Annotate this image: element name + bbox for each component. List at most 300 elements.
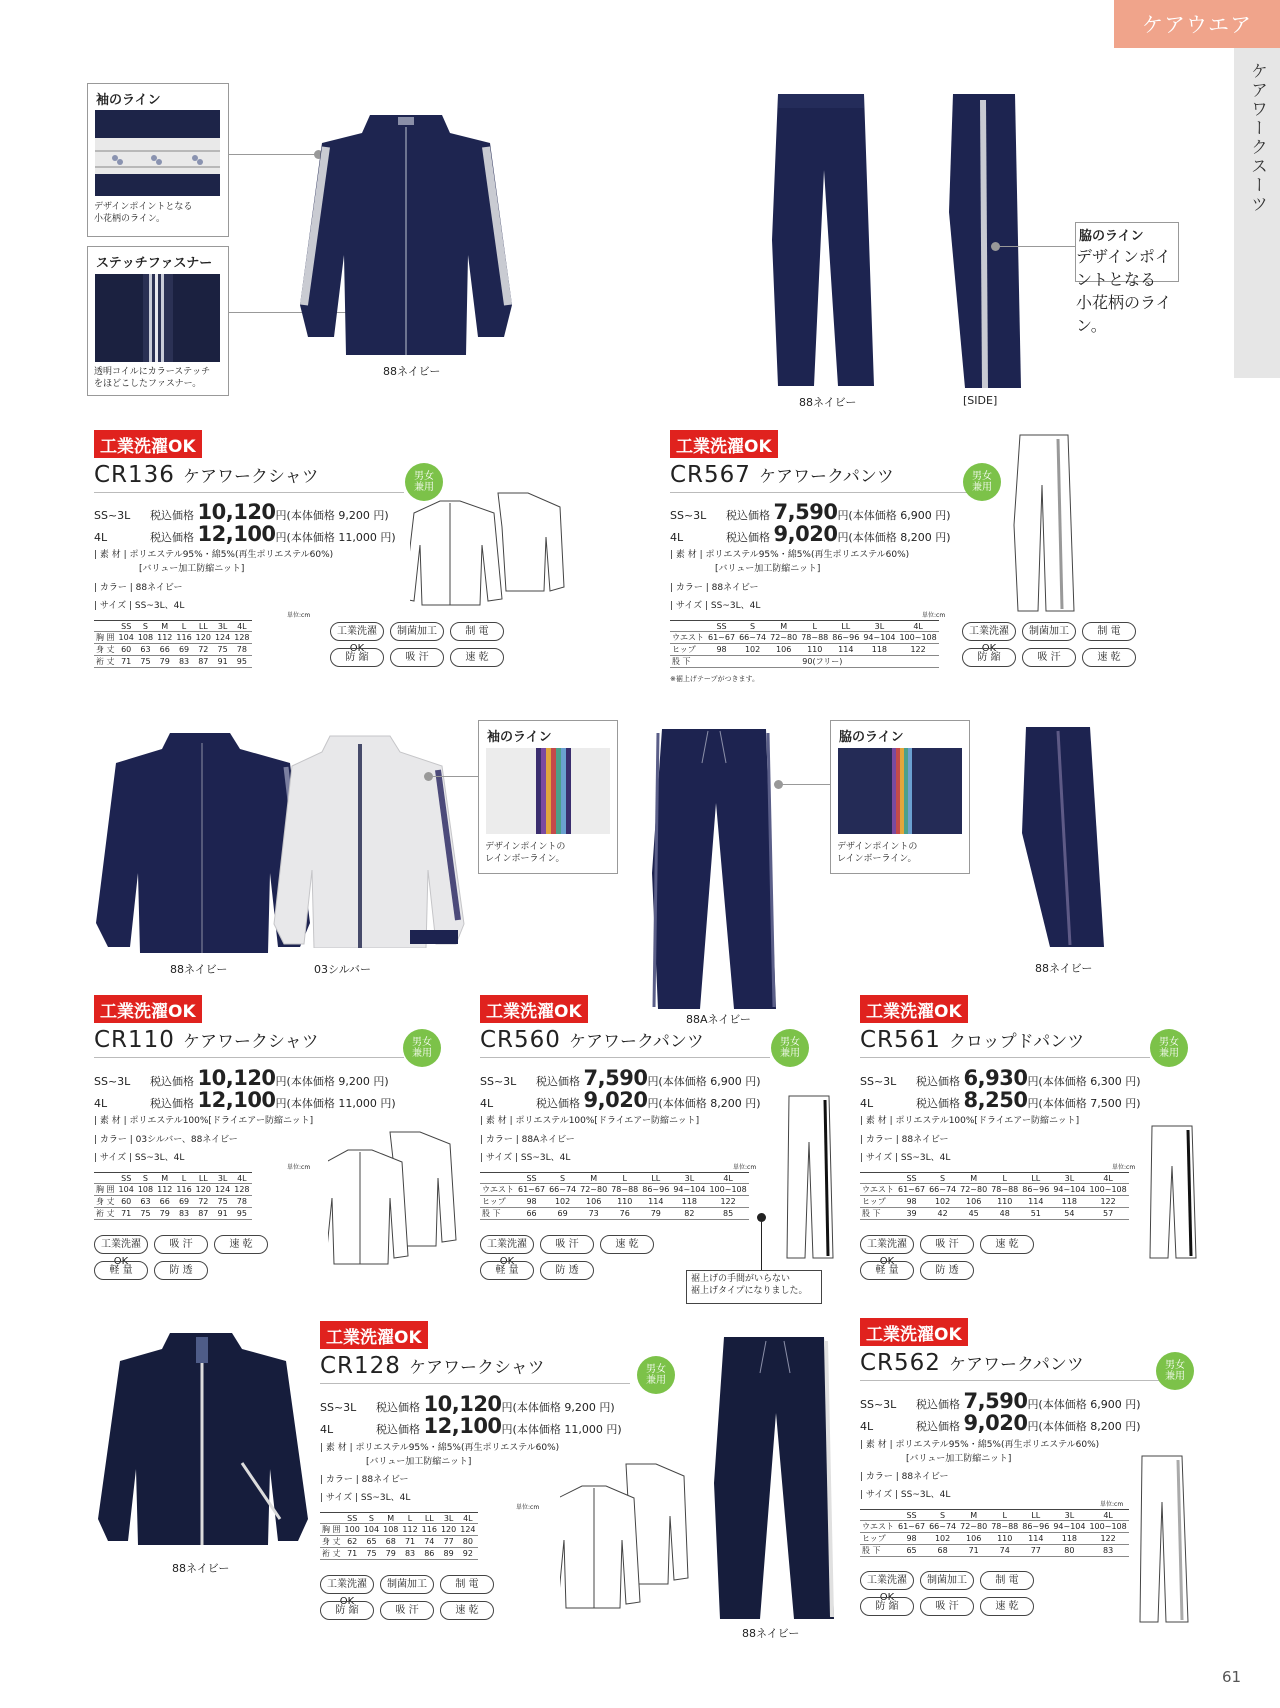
wash-badge: 工業洗濯OK (670, 430, 778, 458)
table-cell: 79 (640, 1208, 671, 1220)
table-cell: 77 (439, 1536, 458, 1548)
size: | サイズ | SS~3L、4L (480, 1153, 571, 1163)
table-cell: ヒップ (670, 644, 706, 656)
unit: 単位:cm (516, 1504, 540, 1511)
table-cell: M (958, 1510, 989, 1521)
table-cell: 身 丈 (96, 1197, 115, 1206)
table-cell: 116 (176, 1185, 192, 1194)
table-cell: 104 (118, 1185, 134, 1194)
table-cell (860, 1510, 896, 1521)
table-cell: 122 (1087, 1533, 1128, 1545)
feature-tag: 速 乾 (214, 1235, 268, 1254)
table-cell: 胸 囲 (96, 1185, 115, 1194)
table-cell: 128 (234, 1185, 250, 1194)
feature-tag: 防 透 (540, 1261, 594, 1280)
table-cell: 114 (830, 644, 861, 656)
table-cell: M (768, 621, 799, 632)
table-cell: 91 (213, 1208, 232, 1220)
feature-tag: 工業洗濯OK (330, 622, 384, 641)
price-line: SS~3L 税込価格 7,590円(本体価格 6,900 円) (480, 1066, 761, 1090)
table-cell: 94~104 (863, 633, 896, 642)
table-cell: 86~96 (1022, 1185, 1050, 1194)
table-cell: LL (420, 1513, 439, 1524)
material: | 素 材 | ポリエステル100%[ドライエアー防縮ニット] (480, 1116, 700, 1126)
table-cell (320, 1513, 343, 1524)
table-cell: 57 (1087, 1208, 1128, 1220)
table-cell: 122 (707, 1196, 748, 1208)
feature-tag: 制菌加工 (920, 1571, 974, 1590)
table-cell: S (136, 621, 155, 632)
size: | サイズ | SS~3L、4L (860, 1153, 951, 1163)
table-cell: 82 (671, 1208, 707, 1220)
material: | 素 材 | ポリエステル95%・綿5%(再生ポリエステル60%) (860, 1440, 1100, 1450)
table-row (94, 621, 252, 632)
table-cell: 71 (117, 1208, 136, 1220)
table-cell: 股 下 (860, 1545, 896, 1557)
material: | 素 材 | ポリエステル95%・綿5%(再生ポリエステル60%) (94, 550, 334, 560)
table-cell: 100~108 (899, 633, 937, 642)
table-cell: 4L (232, 1173, 251, 1184)
material: | 素 材 | ポリエステル100%[ドライエアー防縮ニット] (94, 1116, 314, 1126)
table-cell: SS (117, 1173, 136, 1184)
feature-tag: 吸 汗 (390, 648, 444, 667)
table-cell: 110 (609, 1196, 640, 1208)
table-cell: 3L (861, 621, 897, 632)
table-cell: 100~108 (1089, 1185, 1127, 1194)
caption: 88ネイビー (1035, 962, 1093, 975)
unit: 単位:cm (1112, 1164, 1136, 1171)
table-cell: 4L (232, 621, 251, 632)
wash-badge: 工業洗濯OK (480, 995, 588, 1023)
table-cell: 94~104 (673, 1185, 706, 1194)
table-cell: 72~80 (960, 1522, 988, 1531)
table-cell: 112 (157, 1185, 173, 1194)
table-cell: 110 (989, 1533, 1020, 1545)
table-cell: 86~96 (832, 633, 860, 642)
table-cell: 胸 囲 (96, 633, 115, 642)
table-cell (480, 1173, 516, 1184)
cr567-pants-side-photo (945, 92, 1025, 390)
table-row (860, 1184, 1129, 1196)
table-row (480, 1196, 749, 1208)
feature-tag: 吸 汗 (920, 1235, 974, 1254)
table-cell: 68 (381, 1536, 400, 1548)
table-cell: 83 (400, 1548, 419, 1560)
table-cell: 79 (155, 1208, 174, 1220)
price-line: 4L 税込価格 12,100円(本体価格 11,000 円) (94, 522, 396, 546)
table-cell: 73 (578, 1208, 609, 1220)
price-line: SS~3L 税込価格 10,120円(本体価格 9,200 円) (94, 500, 389, 524)
rainbow-sleeve-image (486, 748, 610, 834)
material-note: [バリュー加工防縮ニット] (139, 564, 245, 574)
table-cell: 110 (799, 644, 830, 656)
table-row (320, 1548, 478, 1560)
table-cell: 60 (117, 1196, 136, 1208)
product-title: CR110 ケアワークシャツ (94, 1027, 319, 1053)
color: | カラー | 88ネイビー (94, 583, 183, 593)
table-cell: 86~96 (1022, 1522, 1050, 1531)
table-cell: 78 (232, 1196, 251, 1208)
table-cell: 71 (958, 1545, 989, 1557)
product-title: CR562 ケアワークパンツ (860, 1350, 1084, 1376)
table-cell: SS (896, 1510, 927, 1521)
zipper-image (95, 274, 220, 362)
table-cell: 4L (897, 621, 938, 632)
table-cell: SS (896, 1173, 927, 1184)
detail-box-rainbow-sleeve: 袖のライン デザインポイントの レインボーライン。 (478, 720, 618, 874)
table-cell: LL (1020, 1510, 1051, 1521)
table-cell: ヒップ (860, 1533, 896, 1545)
cr561-line-drawing (1148, 1122, 1198, 1262)
feature-tag: 防 縮 (860, 1597, 914, 1616)
table-cell: 98 (896, 1533, 927, 1545)
table-cell: S (927, 1510, 958, 1521)
table-cell: L (609, 1173, 640, 1184)
table-row (94, 1173, 252, 1184)
feature-tag: 制菌加工 (1022, 622, 1076, 641)
table-cell: 104 (118, 633, 134, 642)
table-cell: 75 (136, 656, 155, 668)
feature-tag: 軽 量 (860, 1261, 914, 1280)
feature-tag: 速 乾 (1082, 648, 1136, 667)
size-table-grid (94, 620, 252, 668)
table-row (94, 656, 252, 668)
caption: 88ネイビー (383, 365, 441, 378)
table-cell: S (547, 1173, 578, 1184)
price-line: 4L 税込価格 12,100円(本体価格 11,000 円) (94, 1088, 396, 1112)
feature-tag: 防 透 (920, 1261, 974, 1280)
size-table-grid (94, 1172, 252, 1220)
table-cell: 112 (157, 633, 173, 642)
table-row (94, 1196, 252, 1208)
table-row (320, 1513, 478, 1524)
sleeve-line-image (95, 110, 220, 196)
table-cell (670, 621, 706, 632)
table-cell: 69 (174, 1196, 193, 1208)
cr560-line-drawing (785, 1092, 835, 1262)
detail-box-stitch-zipper: ステッチファスナー 透明コイルにカラーステッチ をほどこしたファスナー。 (87, 246, 229, 396)
table-cell: ウエスト (482, 1185, 514, 1194)
table-cell: 94~104 (1053, 1522, 1086, 1531)
size-table-grid (320, 1512, 478, 1560)
product-title: CR128 ケアワークシャツ (320, 1353, 545, 1379)
table-cell: 3L (1051, 1173, 1087, 1184)
table-cell: 86 (420, 1548, 439, 1560)
table-cell: 122 (897, 644, 938, 656)
price-line: SS~3L 税込価格 10,120円(本体価格 9,200 円) (320, 1392, 615, 1416)
feature-tag: 吸 汗 (920, 1597, 974, 1616)
table-cell: 66 (516, 1208, 547, 1220)
table-cell: 裄 丈 (96, 1209, 115, 1218)
table-cell: 42 (927, 1208, 958, 1220)
table-cell: 60 (117, 644, 136, 656)
table-cell: 75 (213, 644, 232, 656)
table-cell: 3L (213, 621, 232, 632)
table-cell: 106 (578, 1196, 609, 1208)
feature-tag: 制 電 (450, 622, 504, 641)
feature-tag: 工業洗濯OK (860, 1571, 914, 1590)
feature-tag: 工業洗濯OK (480, 1235, 534, 1254)
unisex-badge: 男女 兼用 (1150, 1029, 1188, 1067)
table-cell: 118 (1051, 1196, 1087, 1208)
price-line: SS~3L 税込価格 6,930円(本体価格 6,300 円) (860, 1066, 1141, 1090)
table-cell: 108 (383, 1525, 399, 1534)
feature-tag: 防 縮 (330, 648, 384, 667)
page-number: 61 (1222, 1668, 1242, 1686)
size: | サイズ | SS~3L、4L (94, 1153, 185, 1163)
table-cell: 118 (1051, 1533, 1087, 1545)
category-tab: ケアウエア (1114, 0, 1280, 48)
note: ※裾上げテープがつきます。 (670, 675, 759, 683)
table-cell: 身 丈 (322, 1537, 341, 1546)
table-cell: M (155, 621, 174, 632)
table-cell: 78~88 (801, 633, 829, 642)
price-line: 4L 税込価格 9,020円(本体価格 8,200 円) (480, 1088, 761, 1112)
table-cell: 95 (232, 656, 251, 668)
feature-tag: 速 乾 (600, 1235, 654, 1254)
feature-tag: 工業洗濯OK (860, 1235, 914, 1254)
table-cell: 71 (400, 1536, 419, 1548)
feature-tag: 防 縮 (962, 648, 1016, 667)
cr136-line-drawing (410, 487, 566, 607)
unit: 単位:cm (922, 612, 946, 619)
unit: 単位:cm (733, 1164, 757, 1171)
unisex-badge: 男女 兼用 (405, 463, 443, 501)
table-row (94, 1208, 252, 1220)
wash-badge: 工業洗濯OK (860, 1318, 968, 1346)
table-cell: 86~96 (642, 1185, 670, 1194)
table-cell: SS (343, 1513, 362, 1524)
caption: 88ネイビー (172, 1562, 230, 1575)
feature-tag: 吸 汗 (1022, 648, 1076, 667)
table-row (860, 1521, 1129, 1533)
table-cell: 118 (671, 1196, 707, 1208)
material-note: [バリュー加工防縮ニット] (366, 1457, 472, 1467)
wash-badge: 工業洗濯OK (94, 995, 202, 1023)
table-cell: SS (706, 621, 737, 632)
table-cell: 72 (194, 644, 213, 656)
table-cell: 120 (195, 1185, 211, 1194)
table-row (480, 1184, 749, 1196)
table-cell: 124 (214, 1185, 231, 1194)
size-table (480, 1172, 749, 1220)
size-table (320, 1512, 478, 1560)
size-table-grid (860, 1509, 1129, 1557)
table-cell: 48 (989, 1208, 1020, 1220)
table-row (480, 1208, 749, 1220)
unit: 単位:cm (287, 1164, 311, 1171)
caption: 88ネイビー (742, 1627, 800, 1640)
table-cell: 91 (213, 656, 232, 668)
table-cell: 98 (516, 1196, 547, 1208)
table-cell: ウエスト (862, 1522, 894, 1531)
table-cell: 裄 丈 (322, 1549, 341, 1558)
table-cell: 62 (343, 1536, 362, 1548)
product-title: CR560 ケアワークパンツ (480, 1027, 704, 1053)
size: | サイズ | SS~3L、4L (320, 1493, 411, 1503)
cr562-pants-photo (710, 1333, 840, 1623)
size-table (860, 1172, 1129, 1220)
color: | カラー | 88ネイビー (860, 1135, 949, 1145)
table-cell: 78~88 (991, 1185, 1019, 1194)
table-cell: 124 (214, 633, 231, 642)
table-cell: LL (830, 621, 861, 632)
table-cell: 71 (117, 656, 136, 668)
table-cell: 69 (174, 644, 193, 656)
table-cell: 128 (234, 633, 250, 642)
wash-badge: 工業洗濯OK (94, 430, 202, 458)
table-cell: 100 (344, 1525, 360, 1534)
table-cell: 102 (927, 1533, 958, 1545)
rainbow-side-image (838, 748, 962, 834)
table-cell: 100~108 (1089, 1522, 1127, 1531)
table-cell: 110 (989, 1196, 1020, 1208)
detail-box-rainbow-side: 脇のライン デザインポイントの レインボーライン。 (830, 720, 970, 874)
table-cell (94, 621, 117, 632)
material-note: [バリュー加工防縮ニット] (715, 564, 821, 574)
feature-tag: 防 透 (154, 1261, 208, 1280)
table-cell: 120 (440, 1525, 457, 1534)
table-cell: 102 (927, 1196, 958, 1208)
table-cell: 108 (137, 1185, 154, 1194)
table-cell: 98 (706, 644, 737, 656)
product-title: CR567 ケアワークパンツ (670, 462, 894, 488)
cr567-pants-front-photo (768, 90, 878, 390)
table-cell: 61~67 (518, 1185, 546, 1194)
table-cell: 61~67 (708, 633, 736, 642)
table-cell: 78~88 (611, 1185, 639, 1194)
table-cell: 61~67 (898, 1185, 926, 1194)
feature-tag: 速 乾 (980, 1235, 1034, 1254)
feature-tag: 制 電 (440, 1575, 494, 1594)
feature-tag: 制菌加工 (380, 1575, 434, 1594)
table-cell: ヒップ (480, 1196, 516, 1208)
table-cell: SS (117, 621, 136, 632)
table-cell: 3L (671, 1173, 707, 1184)
table-cell: 51 (1020, 1208, 1051, 1220)
table-row (860, 1173, 1129, 1184)
detail-box-side-line: 脇のライン デザインポイントとなる 小花柄のライン。 (1075, 222, 1179, 282)
table-cell: 118 (861, 644, 897, 656)
unit: 単位:cm (287, 612, 311, 619)
feature-tag: 速 乾 (440, 1601, 494, 1620)
table-cell: 122 (1087, 1196, 1128, 1208)
caption: 88ネイビー (170, 963, 228, 976)
table-cell: S (362, 1513, 381, 1524)
table-cell: 66 (155, 1196, 174, 1208)
table-row (860, 1196, 1129, 1208)
color: | カラー | 88Aネイビー (480, 1135, 575, 1145)
table-cell: 胸 囲 (322, 1525, 341, 1534)
feature-tag: 工業洗濯OK (320, 1575, 374, 1594)
unisex-badge: 男女 兼用 (403, 1029, 441, 1067)
table-cell: L (799, 621, 830, 632)
table-cell: 102 (737, 644, 768, 656)
size-table-grid (480, 1172, 749, 1220)
table-row (860, 1208, 1129, 1220)
table-cell: 61~67 (898, 1522, 926, 1531)
table-row (670, 632, 939, 644)
price-line: 4L 税込価格 9,020円(本体価格 8,200 円) (670, 522, 951, 546)
table-cell: 72~80 (960, 1185, 988, 1194)
table-cell: 75 (136, 1208, 155, 1220)
table-cell: 股 下 (480, 1208, 516, 1220)
table-cell: 4L (707, 1173, 748, 1184)
color: | カラー | 88ネイビー (320, 1475, 409, 1485)
table-cell: 124 (460, 1525, 476, 1534)
table-cell: 65 (362, 1536, 381, 1548)
feature-tag: 制 電 (1082, 622, 1136, 641)
table-cell: 112 (402, 1525, 418, 1534)
size: | サイズ | SS~3L、4L (860, 1490, 951, 1500)
material: | 素 材 | ポリエステル100%[ドライエアー防縮ニット] (860, 1116, 1080, 1126)
table-cell: L (989, 1510, 1020, 1521)
product-title: CR561 クロップドパンツ (860, 1027, 1085, 1053)
table-cell: 66~74 (549, 1185, 577, 1194)
table-cell: 74 (420, 1536, 439, 1548)
table-cell: 66~74 (739, 633, 767, 642)
table-cell: 63 (136, 644, 155, 656)
table-cell: 54 (1051, 1208, 1087, 1220)
table-cell: 116 (421, 1525, 437, 1534)
material: | 素 材 | ポリエステル95%・綿5%(再生ポリエステル60%) (320, 1443, 560, 1453)
size-table-grid (860, 1172, 1129, 1220)
cr128-line-drawing (560, 1460, 690, 1610)
cr136-jacket-photo (290, 105, 522, 355)
table-row (860, 1510, 1129, 1521)
table-cell: LL (194, 621, 213, 632)
table-cell: 102 (547, 1196, 578, 1208)
table-cell: M (155, 1173, 174, 1184)
table-cell: ウエスト (862, 1185, 894, 1194)
size-table (94, 620, 252, 668)
table-cell: LL (194, 1173, 213, 1184)
table-cell: 66 (155, 644, 174, 656)
table-row (94, 644, 252, 656)
feature-tag: 速 乾 (450, 648, 504, 667)
cr110-line-drawing (328, 1128, 458, 1266)
table-cell: 83 (1087, 1545, 1128, 1557)
table-cell: 79 (381, 1548, 400, 1560)
table-cell: SS (516, 1173, 547, 1184)
table-cell: 45 (958, 1208, 989, 1220)
table-cell: S (927, 1173, 958, 1184)
table-cell: 股 下 (670, 656, 706, 668)
table-cell: L (174, 1173, 193, 1184)
table-cell: 66~74 (929, 1185, 957, 1194)
table-cell: 114 (1020, 1196, 1051, 1208)
table-cell: 4L (1087, 1510, 1128, 1521)
table-cell (860, 1173, 896, 1184)
table-cell: LL (640, 1173, 671, 1184)
price-line: 4L 税込価格 8,250円(本体価格 7,500 円) (860, 1088, 1141, 1112)
caption: 88Aネイビー (686, 1013, 751, 1026)
unit: 単位:cm (1100, 1501, 1124, 1508)
unisex-badge: 男女 兼用 (963, 463, 1001, 501)
table-row (670, 621, 939, 632)
color: | カラー | 88ネイビー (670, 583, 759, 593)
table-row (670, 644, 939, 656)
table-cell: M (578, 1173, 609, 1184)
table-cell: ヒップ (860, 1196, 896, 1208)
table-cell: S (737, 621, 768, 632)
price-line: 4L 税込価格 12,100円(本体価格 11,000 円) (320, 1414, 622, 1438)
table-cell: 83 (174, 1208, 193, 1220)
table-cell: 75 (362, 1548, 381, 1560)
table-cell: 90(フリー) (706, 656, 939, 668)
table-cell: 114 (1020, 1533, 1051, 1545)
detail-box-sleeve-line: 袖のライン デザインポイントとなる 小花柄のライン。 (87, 83, 229, 237)
